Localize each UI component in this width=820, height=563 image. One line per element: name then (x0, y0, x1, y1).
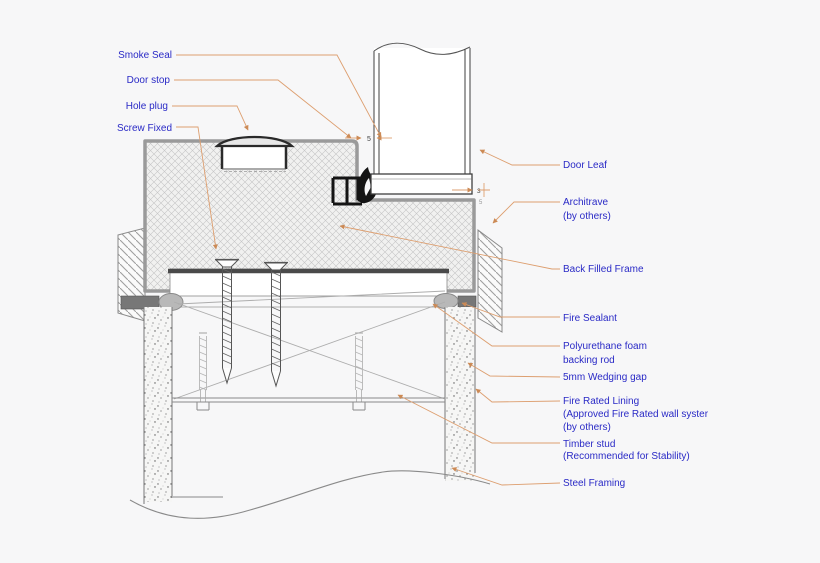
leader-smoke-seal (176, 55, 381, 137)
leader-fire-rated-lining (476, 389, 560, 402)
leader-door-stop (174, 80, 351, 138)
label-timber-stud-2: (Recommended for Stability) (563, 451, 690, 462)
label-fire-rated-lining-3: (by others) (563, 422, 611, 433)
label-steel-framing: Steel Framing (563, 478, 626, 489)
backing-rod-right (434, 294, 458, 309)
dimension-seal-gap-value: 5 (367, 136, 371, 143)
bottom-rail (172, 398, 445, 402)
label-hole-plug: Hole plug (125, 101, 168, 112)
label-fire-rated-lining-2: (Approved Fire Rated wall syster (563, 409, 709, 420)
label-door-leaf: Door Leaf (563, 160, 607, 171)
dimension-door-bottom-value: 3 (477, 188, 481, 195)
dimension-door-bottom-secondary: 5 (479, 200, 483, 206)
wall-lining-right (445, 307, 475, 481)
break-line-wave (130, 471, 490, 518)
leader-door-leaf (480, 150, 560, 165)
label-backing-rod: Polyurethane foam (563, 341, 647, 352)
leader-hole-plug (172, 106, 248, 130)
head-packer-box (159, 269, 449, 307)
label-architrave: Architrave (563, 197, 609, 208)
label-timber-stud: Timber stud (563, 439, 616, 450)
label-wedging-gap: 5mm Wedging gap (563, 372, 647, 383)
leader-architrave (493, 202, 560, 223)
label-architrave-2: (by others) (563, 211, 611, 222)
leader-fire-sealant (462, 303, 560, 317)
hole-plug-shape (217, 137, 292, 172)
label-fire-rated-lining: Fire Rated Lining (563, 396, 640, 407)
door-leaf-shape (371, 43, 472, 194)
leader-wedging-gap (468, 363, 560, 377)
wall-lining-left (144, 307, 172, 504)
label-backing-rod-2: backing rod (563, 355, 615, 366)
fire-sealant-right (458, 296, 476, 307)
label-back-filled-frame: Back Filled Frame (563, 264, 644, 275)
label-door-stop: Door stop (126, 75, 170, 86)
label-fire-sealant: Fire Sealant (563, 313, 617, 324)
label-smoke-seal: Smoke Seal (118, 50, 172, 61)
label-screw-fixed: Screw Fixed (116, 123, 172, 134)
